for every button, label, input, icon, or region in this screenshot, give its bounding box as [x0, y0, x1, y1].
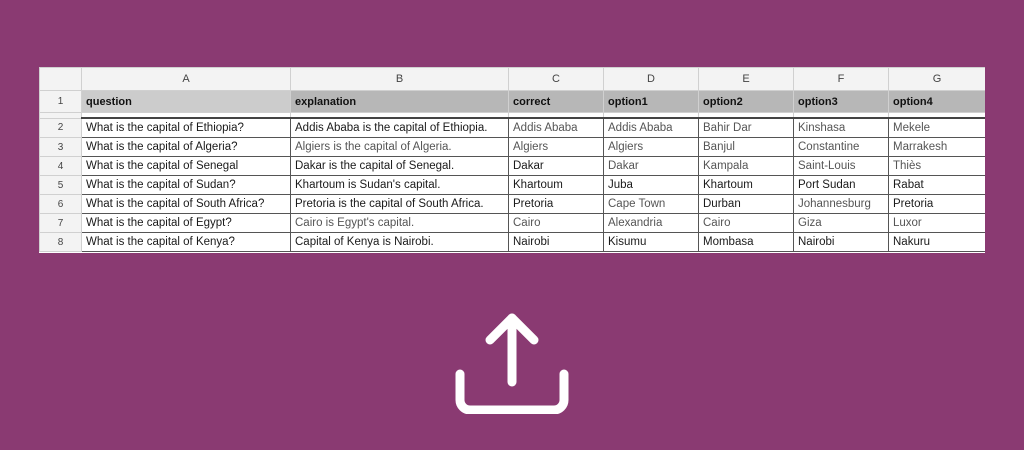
column-letter-e: E [699, 68, 794, 91]
column-letter-f: F [794, 68, 889, 91]
cell-option1: Algiers [604, 138, 699, 157]
cell-option1: Cape Town [604, 195, 699, 214]
cell-option2: Durban [699, 195, 794, 214]
corner-cell [40, 68, 82, 91]
cell-question: What is the capital of Senegal [82, 157, 291, 176]
cell-question: What is the capital of Sudan? [82, 176, 291, 195]
cell-option2: Khartoum [699, 176, 794, 195]
spreadsheet-grid [39, 67, 985, 252]
row-number: 5 [40, 176, 82, 195]
cell-question: What is the capital of Egypt? [82, 214, 291, 233]
cell-option3: Giza [794, 214, 889, 233]
column-letter-c: C [509, 68, 604, 91]
cell-option2: Cairo [699, 214, 794, 233]
cell-option2: Banjul [699, 138, 794, 157]
cell-option4: Mekele [889, 118, 986, 138]
cell-option1: Dakar [604, 157, 699, 176]
cell-correct: Algiers [509, 138, 604, 157]
cell-option3: Kinshasa [794, 118, 889, 138]
field-header-row [40, 91, 986, 113]
cell-correct: Addis Ababa [509, 118, 604, 138]
row-number: 4 [40, 157, 82, 176]
column-letter-g: G [889, 68, 986, 91]
spreadsheet-preview [39, 67, 985, 253]
cell-option1: Kisumu [604, 233, 699, 252]
cell-option2: Kampala [699, 157, 794, 176]
cell-option4: Nakuru [889, 233, 986, 252]
cell-correct: Dakar [509, 157, 604, 176]
table-row [40, 157, 986, 176]
cell-explanation: Addis Ababa is the capital of Ethiopia. [291, 118, 509, 138]
cell-option3: Port Sudan [794, 176, 889, 195]
cell-option4: Rabat [889, 176, 986, 195]
table-row [40, 214, 986, 233]
row-number: 3 [40, 138, 82, 157]
cell-option2: Bahir Dar [699, 118, 794, 138]
table-row [40, 138, 986, 157]
cell-explanation: Khartoum is Sudan's capital. [291, 176, 509, 195]
cell-question: What is the capital of Algeria? [82, 138, 291, 157]
cell-question: What is the capital of Ethiopia? [82, 118, 291, 138]
cell-option2: Mombasa [699, 233, 794, 252]
cell-correct: Pretoria [509, 195, 604, 214]
row-number: 1 [40, 91, 82, 113]
table-row [40, 176, 986, 195]
cell-question: What is the capital of Kenya? [82, 233, 291, 252]
header-option1: option1 [604, 91, 699, 113]
table-row [40, 195, 986, 214]
cell-option4: Thiès [889, 157, 986, 176]
cell-correct: Khartoum [509, 176, 604, 195]
row-number: 6 [40, 195, 82, 214]
column-letter-d: D [604, 68, 699, 91]
cell-explanation: Dakar is the capital of Senegal. [291, 157, 509, 176]
header-option4: option4 [889, 91, 986, 113]
table-row [40, 118, 986, 138]
cell-option1: Juba [604, 176, 699, 195]
cell-explanation: Cairo is Egypt's capital. [291, 214, 509, 233]
cell-explanation: Capital of Kenya is Nairobi. [291, 233, 509, 252]
cell-option4: Luxor [889, 214, 986, 233]
cell-option4: Pretoria [889, 195, 986, 214]
cell-option3: Johannesburg [794, 195, 889, 214]
cell-explanation: Pretoria is the capital of South Africa. [291, 195, 509, 214]
cell-option3: Saint-Louis [794, 157, 889, 176]
row-number: 7 [40, 214, 82, 233]
header-option2: option2 [699, 91, 794, 113]
cell-option4: Marrakesh [889, 138, 986, 157]
header-explanation: explanation [291, 91, 509, 113]
upload-icon[interactable] [452, 310, 572, 414]
cell-option1: Alexandria [604, 214, 699, 233]
row-number: 8 [40, 233, 82, 252]
table-row [40, 233, 986, 252]
column-letter-a: A [82, 68, 291, 91]
cell-correct: Cairo [509, 214, 604, 233]
cell-question: What is the capital of South Africa? [82, 195, 291, 214]
header-correct: correct [509, 91, 604, 113]
cell-explanation: Algiers is the capital of Algeria. [291, 138, 509, 157]
header-option3: option3 [794, 91, 889, 113]
cell-option1: Addis Ababa [604, 118, 699, 138]
header-question: question [82, 91, 291, 113]
cell-option3: Constantine [794, 138, 889, 157]
column-header-row [40, 68, 986, 91]
cell-option3: Nairobi [794, 233, 889, 252]
column-letter-b: B [291, 68, 509, 91]
cell-correct: Nairobi [509, 233, 604, 252]
row-number: 2 [40, 118, 82, 138]
